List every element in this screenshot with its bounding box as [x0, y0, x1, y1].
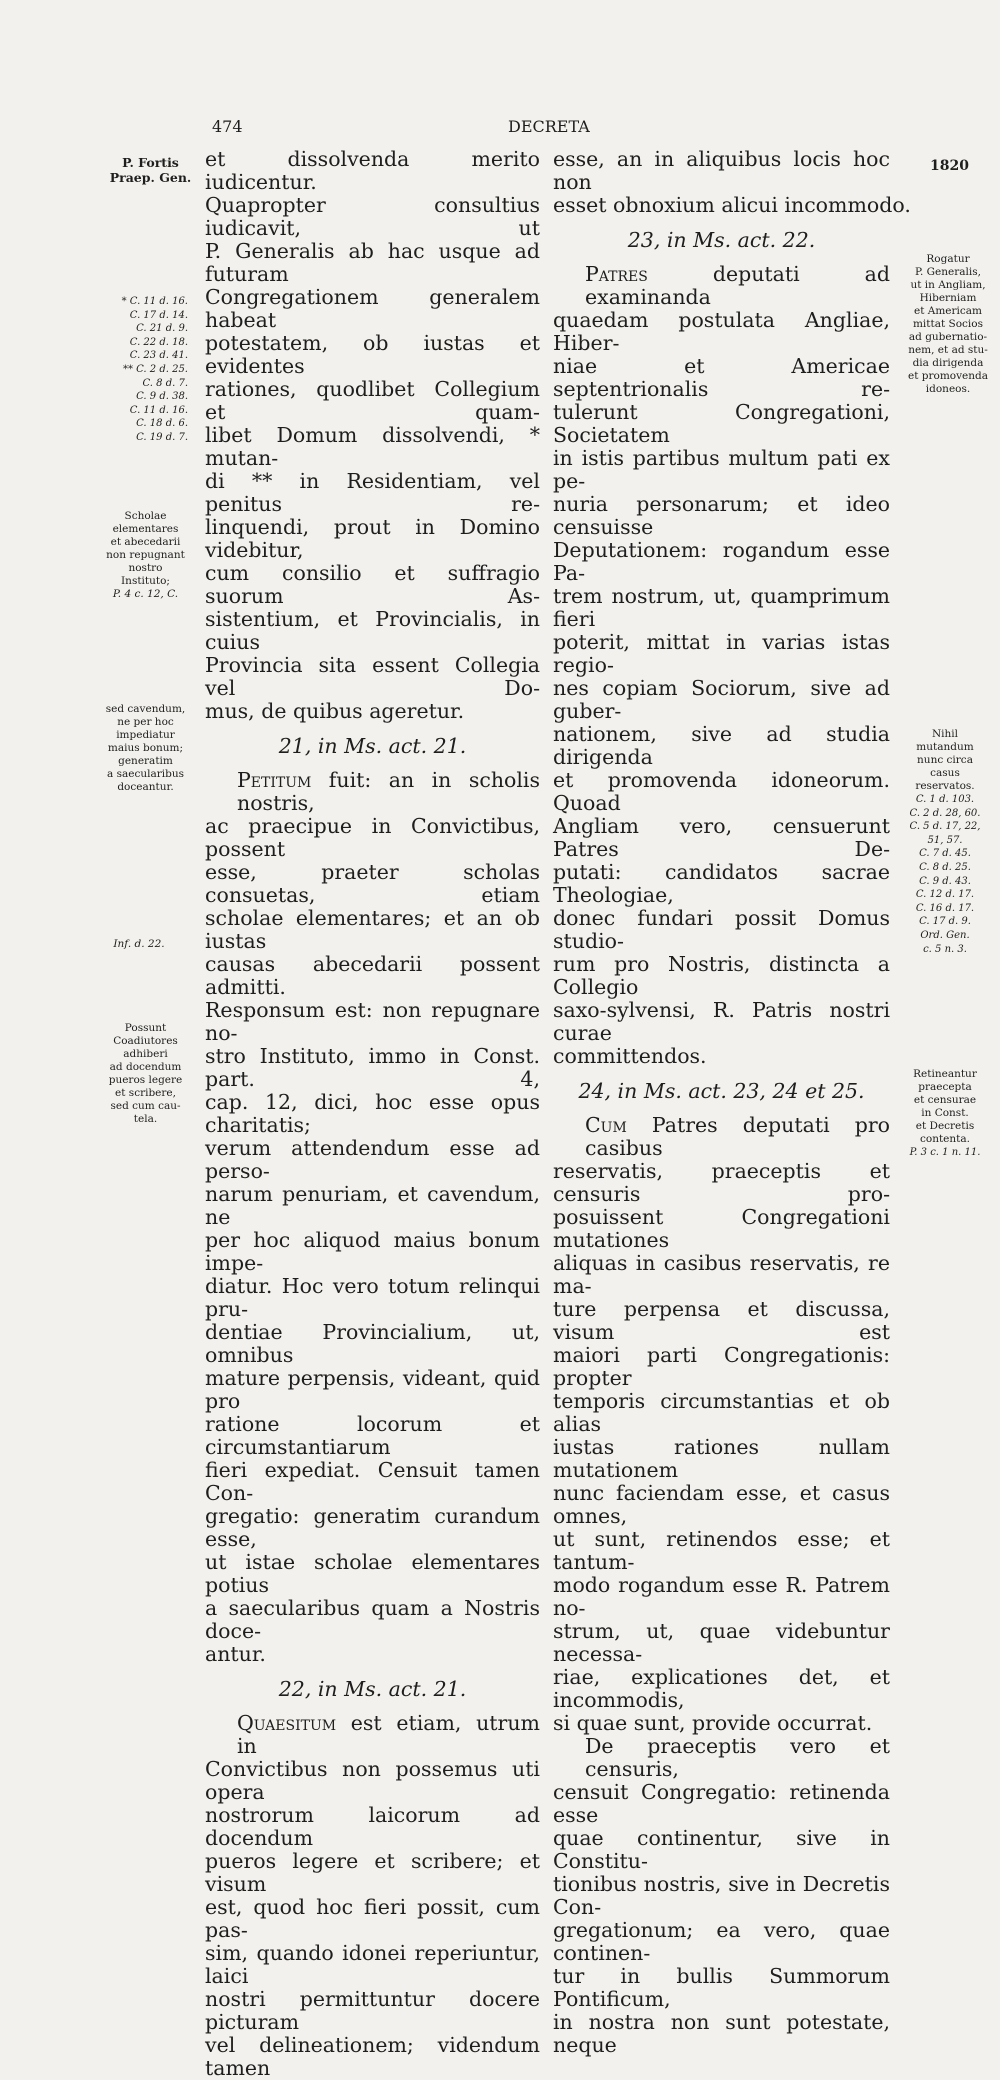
- text-line: poterit, mittat in varias istas regio-: [553, 630, 890, 677]
- margin-line: Possunt: [124, 1022, 167, 1034]
- text-line: et promovenda idoneorum. Quoad: [553, 768, 890, 815]
- margin-note-author: [108, 155, 193, 185]
- margin-line: C. 16 d. 17.: [915, 902, 975, 914]
- lead-word: Cum: [585, 1113, 627, 1137]
- text-line: nostri permittuntur docere picturam: [205, 1987, 540, 2034]
- margin-line: Ord. Gen.: [920, 929, 970, 941]
- margin-line: C. 18 d. 6.: [136, 418, 188, 430]
- margin-line: Rogatur: [926, 253, 970, 265]
- margin-references: [895, 793, 995, 956]
- margin-line: Nihil: [931, 728, 959, 740]
- margin-line: c. 5 n. 3.: [923, 943, 967, 955]
- text-line: fieri expediat. Censuit tamen Con-: [205, 1458, 540, 1505]
- margin-line: maius bonum;: [107, 742, 184, 754]
- margin-line: ne per hoc: [117, 716, 174, 728]
- text-line: putati: candidatos sacrae Theologiae,: [553, 860, 890, 907]
- text-line: cum consilio et suffragio suorum As-: [205, 561, 540, 608]
- text-line: esset obnoxium alicui incommodo.: [553, 193, 911, 217]
- margin-note-coadiutores: [103, 1022, 188, 1126]
- margin-line: C. 19 d. 7.: [136, 431, 188, 443]
- margin-line: casus: [930, 767, 960, 779]
- text-line: tur in bullis Summorum Pontificum,: [553, 1964, 890, 2011]
- margin-line: nostro: [128, 562, 163, 574]
- text-line: gregatio: generatim curandum esse,: [205, 1504, 540, 1551]
- margin-line: sed cum cau-: [110, 1100, 181, 1112]
- text-line: trem nostrum, ut, quamprimum fieri: [553, 584, 890, 631]
- text-line: ut sunt, retinendos esse; et tantum-: [553, 1527, 890, 1574]
- text-line: [205, 1712, 540, 1758]
- margin-note-scholae: [103, 510, 188, 601]
- margin-line: ad gubernatio-: [908, 331, 988, 343]
- text-line: saxo-sylvensi, R. Patris nostri curae: [553, 998, 890, 1045]
- margin-line: a saecularibus: [107, 768, 184, 780]
- margin-line: et promovenda: [907, 370, 988, 382]
- text-line: mus, de quibus ageretur.: [205, 699, 465, 723]
- margin-note-infra: [104, 938, 174, 951]
- margin-line: Hiberniam: [919, 292, 977, 304]
- text-line: reservatis, praeceptis et censuris pro-: [553, 1159, 890, 1206]
- margin-note-nihil-mutandum: [895, 728, 995, 956]
- text-line: P. Generalis ab hac usque ad futuram: [205, 239, 540, 286]
- text-line: esse, an in aliquibus locis hoc non: [553, 147, 890, 194]
- text-span: est etiam, utrum in: [237, 1711, 540, 1758]
- text-line: diatur. Hoc vero totum relinqui pru-: [205, 1274, 540, 1321]
- margin-line: P. 3 c. 1 n. 11.: [909, 1147, 981, 1158]
- margin-line: C. 2 d. 28, 60.: [909, 807, 981, 819]
- margin-line: C. 22 d. 18.: [129, 336, 188, 348]
- text-line: pueros legere et scribere; et visum: [205, 1849, 540, 1896]
- margin-line: tela.: [133, 1113, 158, 1125]
- margin-note-references: [98, 295, 188, 445]
- text-line: Responsum est: non repugnare no-: [205, 998, 540, 1045]
- text-line: Angliam vero, censuerunt Patres De-: [553, 814, 890, 861]
- text-line: rationes, quodlibet Collegium et quam-: [205, 377, 540, 424]
- margin-line: C. 21 d. 9.: [136, 323, 188, 335]
- text-span: deputati ad examinanda: [585, 262, 890, 309]
- margin-line: et scribere,: [115, 1087, 176, 1099]
- margin-line: Praep. Gen.: [109, 170, 192, 185]
- margin-line: C. 1 d. 103.: [915, 794, 975, 805]
- text-line: di ** in Residentiam, vel penitus re-: [205, 469, 540, 516]
- lead-word: Patres: [585, 262, 648, 286]
- text-line: in nostra non sunt potestate, neque: [553, 2010, 890, 2057]
- text-line: tionibus nostris, sive in Decretis Con-: [553, 1872, 890, 1919]
- margin-line: C. 8 d. 25.: [919, 861, 971, 873]
- text-line: [553, 1114, 890, 1160]
- text-line: si quae sunt, provide occurrat.: [553, 1711, 873, 1735]
- margin-line: C. 8 d. 7.: [142, 377, 188, 389]
- margin-line: C. 12 d. 17.: [915, 889, 975, 901]
- text-line: maiori parti Congregationis: propter: [553, 1343, 890, 1390]
- lead-word: Quaesitum: [237, 1711, 337, 1735]
- text-line: Convictibus non possemus uti opera: [205, 1757, 540, 1804]
- text-line: sistentium, et Provincialis, in cuius: [205, 607, 540, 654]
- text-span: fuit: an in scholis nostris,: [237, 768, 540, 815]
- margin-line: Retineantur: [913, 1068, 977, 1080]
- text-line: niae et Americae septentrionalis re-: [553, 354, 890, 401]
- text-line: temporis circumstantias et ob alias: [553, 1389, 890, 1436]
- section-heading-22: 22, in Ms. act. 21.: [278, 1677, 467, 1701]
- text-line: Deputationem: rogandum esse Pa-: [553, 538, 890, 585]
- margin-line: Scholae: [124, 510, 167, 522]
- margin-line: * C. 11 d. 16.: [121, 296, 188, 307]
- text-line: nes copiam Sociorum, sive ad guber-: [553, 676, 890, 723]
- text-line: libet Domum dissolvendi, * mutan-: [205, 423, 540, 470]
- text-line: stro Instituto, immo in Const. part. 4,: [205, 1044, 540, 1091]
- margin-line: impediatur: [116, 729, 175, 741]
- margin-line: C. 17 d. 9.: [919, 916, 971, 928]
- right-column: [553, 147, 911, 2057]
- margin-line: ** C. 2 d. 25.: [122, 363, 188, 375]
- text-line: aliquas in casibus reservatis, re ma-: [553, 1251, 890, 1298]
- margin-line: ad docendum: [109, 1061, 182, 1073]
- margin-note-cavendum: [98, 703, 193, 794]
- margin-line: mittat Socios: [912, 318, 984, 330]
- margin-line: pueros legere: [108, 1074, 183, 1086]
- margin-line: Inf. d. 22.: [113, 938, 165, 950]
- text-line: in istis partibus multum pati ex pe-: [553, 446, 890, 493]
- text-line: scholae elementares; et an ob iustas: [205, 906, 540, 953]
- text-line: rum pro Nostris, distincta a Collegio: [553, 952, 890, 999]
- margin-line: P. 4 c. 12, C.: [112, 588, 179, 600]
- text-line: Congregationem generalem habeat: [205, 285, 540, 332]
- margin-line: P. Fortis: [122, 155, 179, 170]
- margin-line: C. 7 d. 45.: [919, 848, 971, 860]
- margin-line: ut in Angliam,: [910, 279, 986, 291]
- text-line: nunc faciendam esse, et casus omnes,: [553, 1481, 890, 1528]
- year-marginal: 1820: [930, 158, 969, 174]
- text-line: ut istae scholae elementares potius: [205, 1550, 540, 1597]
- margin-line: adhiberi: [123, 1048, 168, 1060]
- margin-line: non repugnant: [106, 549, 185, 561]
- text-line: censuit Congregatio: retinenda esse: [553, 1780, 890, 1827]
- margin-line: Coadiutores: [113, 1035, 178, 1047]
- text-line: tulerunt Congregationi, Societatem: [553, 400, 890, 447]
- text-line: modo rogandum esse R. Patrem no-: [553, 1573, 890, 1620]
- margin-line: elementares: [112, 523, 179, 535]
- text-line: gregationum; ea vero, quae continen-: [553, 1918, 890, 1965]
- text-line: antur.: [205, 1642, 266, 1666]
- text-line: nuria personarum; et ideo censuisse: [553, 492, 890, 539]
- text-line: nationem, sive ad studia dirigenda: [553, 722, 890, 769]
- left-column: [205, 148, 540, 2080]
- text-line: iustas rationes nullam mutationem: [553, 1435, 890, 1482]
- text-line: ture perpensa et discussa, visum est: [553, 1297, 890, 1344]
- text-line: narum penuriam, et cavendum, ne: [205, 1182, 540, 1229]
- text-line: cap. 12, dici, hoc esse opus charitatis;: [205, 1090, 540, 1137]
- text-line: dentiae Provincialium, ut, omnibus: [205, 1320, 540, 1367]
- margin-note-rogatur: [900, 253, 996, 396]
- section-heading-23: 23, in Ms. act. 22.: [627, 228, 816, 252]
- margin-references: [895, 1146, 995, 1160]
- text-line: causas abecedarii possent admitti.: [205, 952, 540, 999]
- page-number: 474: [212, 117, 243, 136]
- text-line: vel delineationem; videndum tamen: [205, 2033, 540, 2080]
- lead-word: Petitum: [237, 768, 312, 792]
- text-line: ratione locorum et circumstantiarum: [205, 1412, 540, 1459]
- text-line: a saecularibus quam a Nostris doce-: [205, 1596, 540, 1643]
- text-line: donec fundari possit Domus studio-: [553, 906, 890, 953]
- text-line: potestatem, ob iustas et evidentes: [205, 331, 540, 378]
- text-line: riae, explicationes det, et incommodis,: [553, 1665, 890, 1712]
- margin-line: et Decretis: [915, 1120, 975, 1132]
- margin-line: Instituto;: [121, 575, 170, 587]
- text-line: esse, praeter scholas consuetas, etiam: [205, 860, 540, 907]
- margin-line: idoneos.: [925, 383, 971, 395]
- text-line: Provincia sita essent Collegia vel Do-: [205, 653, 540, 700]
- text-line: De praeceptis vero et censuris,: [585, 1734, 890, 1781]
- margin-line: praecepta: [918, 1081, 972, 1093]
- text-line: est, quod hoc fieri possit, cum pas-: [205, 1895, 540, 1942]
- margin-line: 51, 57.: [927, 834, 963, 846]
- margin-line: C. 5 d. 17, 22,: [909, 821, 981, 833]
- text-line: per hoc aliquod maius bonum impe-: [205, 1228, 540, 1275]
- margin-line: doceantur.: [117, 781, 174, 793]
- text-line: quae continentur, sive in Constitu-: [553, 1826, 890, 1873]
- margin-line: contenta.: [920, 1133, 970, 1145]
- margin-note-retineantur: [895, 1068, 995, 1160]
- text-line: posuissent Congregationi mutationes: [553, 1205, 890, 1252]
- text-span: Patres deputati pro casibus: [585, 1113, 890, 1160]
- margin-line: C. 23 d. 41.: [129, 350, 188, 362]
- text-line: ac praecipue in Convictibus, possent: [205, 814, 540, 861]
- margin-line: dia dirigenda: [912, 357, 984, 369]
- text-line: quaedam postulata Angliae, Hiber-: [553, 308, 890, 355]
- margin-line: et censurae: [913, 1094, 977, 1106]
- margin-line: reservatos.: [915, 780, 975, 792]
- section-heading-21: 21, in Ms. act. 21.: [278, 734, 467, 758]
- text-line: committendos.: [553, 1044, 707, 1068]
- margin-line: C. 9 d. 38.: [136, 391, 188, 403]
- section-heading-24: 24, in Ms. act. 23, 24 et 25.: [578, 1079, 865, 1103]
- margin-line: nem, et ad stu-: [908, 344, 988, 356]
- text-line: sim, quando idonei reperiuntur, laici: [205, 1941, 540, 1988]
- text-line: nostrorum laicorum ad docendum: [205, 1803, 540, 1850]
- margin-line: C. 17 d. 14.: [129, 309, 188, 321]
- margin-line: et abecedarii: [110, 536, 181, 548]
- text-line: Quapropter consultius iudicavit, ut: [205, 193, 540, 240]
- margin-line: in Const.: [921, 1107, 969, 1119]
- margin-line: mutandum: [916, 741, 974, 753]
- running-title: DECRETA: [508, 117, 590, 136]
- margin-line: sed cavendum,: [105, 703, 186, 715]
- margin-line: et Americam: [914, 305, 982, 317]
- text-line: linquendi, prout in Domino videbitur,: [205, 515, 540, 562]
- margin-line: nunc circa: [917, 754, 973, 766]
- text-line: strum, ut, quae videbuntur necessa-: [553, 1619, 890, 1666]
- margin-line: generatim: [118, 755, 173, 767]
- text-line: mature perpensis, videant, quid pro: [205, 1366, 540, 1413]
- text-line: et dissolvenda merito iudicentur.: [205, 147, 540, 194]
- text-line: [553, 263, 890, 309]
- text-line: [205, 769, 540, 815]
- margin-line: P. Generalis,: [915, 266, 981, 278]
- text-line: verum attendendum esse ad perso-: [205, 1136, 540, 1183]
- margin-line: C. 9 d. 43.: [919, 875, 971, 887]
- margin-line: C. 11 d. 16.: [129, 404, 188, 416]
